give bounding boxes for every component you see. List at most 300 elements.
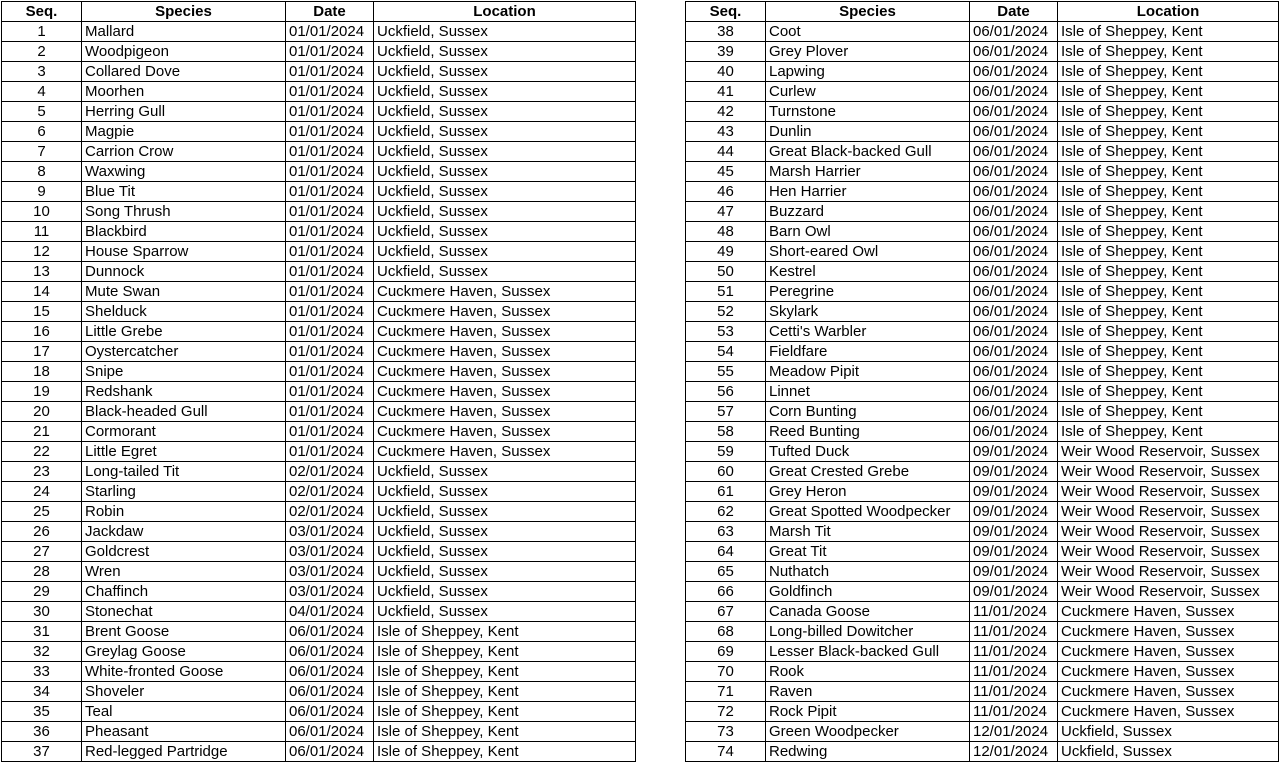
- cell-date: 12/01/2024: [970, 722, 1058, 742]
- cell-species: Marsh Tit: [766, 522, 970, 542]
- cell-location: Weir Wood Reservoir, Sussex: [1058, 462, 1279, 482]
- cell-species: Linnet: [766, 382, 970, 402]
- cell-species: Kestrel: [766, 262, 970, 282]
- cell-location: Uckfield, Sussex: [374, 562, 636, 582]
- table-row: [2, 282, 636, 302]
- cell-location: Cuckmere Haven, Sussex: [374, 302, 636, 322]
- table-row: [2, 222, 636, 242]
- cell-date: 09/01/2024: [970, 502, 1058, 522]
- cell-seq: 23: [2, 462, 82, 482]
- cell-species: Barn Owl: [766, 222, 970, 242]
- cell-species: Greylag Goose: [82, 642, 286, 662]
- table-row: [686, 462, 1279, 482]
- cell-species: Teal: [82, 702, 286, 722]
- table-row: [686, 542, 1279, 562]
- cell-species: Tufted Duck: [766, 442, 970, 462]
- table-row: [686, 622, 1279, 642]
- table-row: [686, 42, 1279, 62]
- table-row: [2, 322, 636, 342]
- cell-species: Grey Plover: [766, 42, 970, 62]
- table-row: [2, 702, 636, 722]
- table-row: [686, 562, 1279, 582]
- cell-species: Magpie: [82, 122, 286, 142]
- cell-seq: 50: [686, 262, 766, 282]
- cell-location: Isle of Sheppey, Kent: [374, 622, 636, 642]
- cell-location: Isle of Sheppey, Kent: [1058, 82, 1279, 102]
- cell-date: 06/01/2024: [970, 382, 1058, 402]
- header-date: Date: [286, 2, 374, 22]
- table-row: [686, 442, 1279, 462]
- table-row: [2, 622, 636, 642]
- cell-seq: 27: [2, 542, 82, 562]
- cell-location: Isle of Sheppey, Kent: [374, 642, 636, 662]
- cell-species: Oystercatcher: [82, 342, 286, 362]
- table-row: [686, 102, 1279, 122]
- cell-seq: 64: [686, 542, 766, 562]
- table-row: [686, 122, 1279, 142]
- cell-date: 06/01/2024: [970, 142, 1058, 162]
- cell-location: Uckfield, Sussex: [374, 182, 636, 202]
- cell-date: 01/01/2024: [286, 282, 374, 302]
- cell-species: Buzzard: [766, 202, 970, 222]
- table-row: [2, 682, 636, 702]
- table-row: [2, 742, 636, 762]
- cell-date: 01/01/2024: [286, 362, 374, 382]
- cell-seq: 71: [686, 682, 766, 702]
- cell-seq: 9: [2, 182, 82, 202]
- table-row: [2, 302, 636, 322]
- cell-date: 01/01/2024: [286, 142, 374, 162]
- cell-location: Uckfield, Sussex: [374, 502, 636, 522]
- table-row: [2, 102, 636, 122]
- cell-location: Cuckmere Haven, Sussex: [374, 322, 636, 342]
- cell-species: Carrion Crow: [82, 142, 286, 162]
- cell-date: 11/01/2024: [970, 602, 1058, 622]
- cell-date: 06/01/2024: [970, 162, 1058, 182]
- cell-location: Cuckmere Haven, Sussex: [1058, 602, 1279, 622]
- table-row: [686, 182, 1279, 202]
- cell-date: 01/01/2024: [286, 402, 374, 422]
- cell-species: Red-legged Partridge: [82, 742, 286, 762]
- cell-date: 02/01/2024: [286, 502, 374, 522]
- cell-species: Long-billed Dowitcher: [766, 622, 970, 642]
- cell-date: 06/01/2024: [286, 742, 374, 762]
- cell-species: Wren: [82, 562, 286, 582]
- cell-date: 01/01/2024: [286, 42, 374, 62]
- header-location: Location: [1058, 2, 1279, 22]
- table-row: [2, 522, 636, 542]
- cell-species: Snipe: [82, 362, 286, 382]
- cell-seq: 57: [686, 402, 766, 422]
- cell-seq: 6: [2, 122, 82, 142]
- table-row: [2, 82, 636, 102]
- cell-species: Chaffinch: [82, 582, 286, 602]
- cell-location: Isle of Sheppey, Kent: [1058, 202, 1279, 222]
- cell-seq: 10: [2, 202, 82, 222]
- cell-location: Cuckmere Haven, Sussex: [1058, 642, 1279, 662]
- cell-species: House Sparrow: [82, 242, 286, 262]
- cell-location: Isle of Sheppey, Kent: [1058, 162, 1279, 182]
- cell-date: 06/01/2024: [286, 622, 374, 642]
- cell-location: Isle of Sheppey, Kent: [1058, 422, 1279, 442]
- cell-location: Uckfield, Sussex: [374, 42, 636, 62]
- table-row: [2, 642, 636, 662]
- table-row: [2, 202, 636, 222]
- cell-species: Nuthatch: [766, 562, 970, 582]
- cell-date: 06/01/2024: [970, 422, 1058, 442]
- cell-location: Weir Wood Reservoir, Sussex: [1058, 582, 1279, 602]
- cell-species: Goldfinch: [766, 582, 970, 602]
- cell-location: Isle of Sheppey, Kent: [1058, 302, 1279, 322]
- cell-date: 09/01/2024: [970, 482, 1058, 502]
- cell-seq: 59: [686, 442, 766, 462]
- cell-species: Canada Goose: [766, 602, 970, 622]
- cell-date: 03/01/2024: [286, 542, 374, 562]
- cell-seq: 18: [2, 362, 82, 382]
- cell-location: Cuckmere Haven, Sussex: [1058, 662, 1279, 682]
- table-row: [686, 502, 1279, 522]
- cell-date: 11/01/2024: [970, 702, 1058, 722]
- cell-date: 01/01/2024: [286, 262, 374, 282]
- cell-seq: 42: [686, 102, 766, 122]
- table-row: [686, 642, 1279, 662]
- cell-date: 06/01/2024: [286, 702, 374, 722]
- cell-species: Moorhen: [82, 82, 286, 102]
- cell-date: 01/01/2024: [286, 442, 374, 462]
- cell-location: Uckfield, Sussex: [374, 62, 636, 82]
- cell-date: 02/01/2024: [286, 482, 374, 502]
- cell-seq: 30: [2, 602, 82, 622]
- cell-date: 06/01/2024: [970, 102, 1058, 122]
- cell-species: Meadow Pipit: [766, 362, 970, 382]
- table-row: [686, 302, 1279, 322]
- cell-species: Woodpigeon: [82, 42, 286, 62]
- cell-seq: 56: [686, 382, 766, 402]
- cell-species: Pheasant: [82, 722, 286, 742]
- cell-seq: 4: [2, 82, 82, 102]
- cell-date: 01/01/2024: [286, 322, 374, 342]
- table-row: [686, 602, 1279, 622]
- table-row: [686, 162, 1279, 182]
- cell-date: 06/01/2024: [970, 242, 1058, 262]
- cell-species: Lesser Black-backed Gull: [766, 642, 970, 662]
- cell-species: Stonechat: [82, 602, 286, 622]
- cell-species: Great Spotted Woodpecker: [766, 502, 970, 522]
- cell-date: 06/01/2024: [970, 82, 1058, 102]
- cell-date: 09/01/2024: [970, 582, 1058, 602]
- cell-location: Weir Wood Reservoir, Sussex: [1058, 522, 1279, 542]
- bird-list-table-right: [685, 1, 1279, 762]
- cell-date: 11/01/2024: [970, 662, 1058, 682]
- cell-date: 06/01/2024: [970, 342, 1058, 362]
- cell-location: Uckfield, Sussex: [374, 262, 636, 282]
- cell-date: 02/01/2024: [286, 462, 374, 482]
- cell-date: 01/01/2024: [286, 22, 374, 42]
- table-row: [2, 342, 636, 362]
- cell-species: Goldcrest: [82, 542, 286, 562]
- cell-location: Cuckmere Haven, Sussex: [374, 282, 636, 302]
- table-row: [2, 482, 636, 502]
- cell-seq: 62: [686, 502, 766, 522]
- header-seq: Seq.: [686, 2, 766, 22]
- cell-location: Isle of Sheppey, Kent: [374, 702, 636, 722]
- cell-species: Great Black-backed Gull: [766, 142, 970, 162]
- cell-species: Herring Gull: [82, 102, 286, 122]
- table-row: [686, 22, 1279, 42]
- cell-date: 06/01/2024: [970, 322, 1058, 342]
- cell-date: 06/01/2024: [970, 62, 1058, 82]
- cell-species: Dunlin: [766, 122, 970, 142]
- cell-species: Waxwing: [82, 162, 286, 182]
- header-location: Location: [374, 2, 636, 22]
- cell-seq: 31: [2, 622, 82, 642]
- header-date: Date: [970, 2, 1058, 22]
- cell-seq: 8: [2, 162, 82, 182]
- cell-location: Isle of Sheppey, Kent: [374, 742, 636, 762]
- cell-seq: 45: [686, 162, 766, 182]
- cell-location: Isle of Sheppey, Kent: [374, 662, 636, 682]
- cell-date: 06/01/2024: [970, 42, 1058, 62]
- cell-date: 01/01/2024: [286, 202, 374, 222]
- cell-date: 01/01/2024: [286, 82, 374, 102]
- cell-date: 11/01/2024: [970, 622, 1058, 642]
- cell-location: Isle of Sheppey, Kent: [1058, 342, 1279, 362]
- cell-location: Isle of Sheppey, Kent: [374, 722, 636, 742]
- cell-seq: 5: [2, 102, 82, 122]
- cell-species: Starling: [82, 482, 286, 502]
- cell-date: 06/01/2024: [286, 642, 374, 662]
- cell-location: Uckfield, Sussex: [374, 142, 636, 162]
- cell-date: 06/01/2024: [970, 302, 1058, 322]
- cell-location: Cuckmere Haven, Sussex: [374, 342, 636, 362]
- cell-species: Skylark: [766, 302, 970, 322]
- cell-location: Uckfield, Sussex: [374, 102, 636, 122]
- cell-species: Song Thrush: [82, 202, 286, 222]
- cell-seq: 35: [2, 702, 82, 722]
- header-species: Species: [82, 2, 286, 22]
- cell-location: Cuckmere Haven, Sussex: [1058, 622, 1279, 642]
- table-row: [2, 162, 636, 182]
- cell-location: Cuckmere Haven, Sussex: [374, 362, 636, 382]
- cell-seq: 13: [2, 262, 82, 282]
- table-row: [686, 662, 1279, 682]
- cell-species: Shoveler: [82, 682, 286, 702]
- cell-species: Marsh Harrier: [766, 162, 970, 182]
- table-row: [686, 722, 1279, 742]
- cell-seq: 53: [686, 322, 766, 342]
- cell-date: 01/01/2024: [286, 162, 374, 182]
- table-row: [2, 362, 636, 382]
- table-row: [686, 362, 1279, 382]
- cell-seq: 11: [2, 222, 82, 242]
- cell-species: Robin: [82, 502, 286, 522]
- table-row: [686, 382, 1279, 402]
- cell-species: Blackbird: [82, 222, 286, 242]
- cell-species: Corn Bunting: [766, 402, 970, 422]
- cell-seq: 65: [686, 562, 766, 582]
- cell-location: Weir Wood Reservoir, Sussex: [1058, 442, 1279, 462]
- cell-species: Great Crested Grebe: [766, 462, 970, 482]
- table-row: [686, 242, 1279, 262]
- cell-seq: 55: [686, 362, 766, 382]
- cell-location: Uckfield, Sussex: [374, 202, 636, 222]
- table-row: [2, 142, 636, 162]
- cell-location: Isle of Sheppey, Kent: [1058, 102, 1279, 122]
- cell-location: Uckfield, Sussex: [374, 162, 636, 182]
- cell-location: Uckfield, Sussex: [374, 242, 636, 262]
- cell-location: Uckfield, Sussex: [374, 222, 636, 242]
- cell-species: Little Grebe: [82, 322, 286, 342]
- table-row: [686, 202, 1279, 222]
- cell-species: Blue Tit: [82, 182, 286, 202]
- cell-species: Brent Goose: [82, 622, 286, 642]
- cell-date: 01/01/2024: [286, 222, 374, 242]
- cell-species: Little Egret: [82, 442, 286, 462]
- cell-date: 01/01/2024: [286, 242, 374, 262]
- cell-species: Jackdaw: [82, 522, 286, 542]
- cell-location: Isle of Sheppey, Kent: [1058, 282, 1279, 302]
- cell-seq: 37: [2, 742, 82, 762]
- cell-seq: 17: [2, 342, 82, 362]
- cell-date: 01/01/2024: [286, 302, 374, 322]
- header-row: [686, 2, 1279, 22]
- cell-seq: 47: [686, 202, 766, 222]
- table-row: [2, 662, 636, 682]
- cell-location: Isle of Sheppey, Kent: [1058, 242, 1279, 262]
- table-row: [686, 402, 1279, 422]
- cell-seq: 12: [2, 242, 82, 262]
- table-row: [686, 422, 1279, 442]
- table-row: [2, 242, 636, 262]
- cell-species: Cormorant: [82, 422, 286, 442]
- table-row: [2, 22, 636, 42]
- cell-species: Shelduck: [82, 302, 286, 322]
- cell-species: Hen Harrier: [766, 182, 970, 202]
- cell-seq: 51: [686, 282, 766, 302]
- cell-location: Isle of Sheppey, Kent: [1058, 382, 1279, 402]
- table-row: [2, 502, 636, 522]
- cell-species: Coot: [766, 22, 970, 42]
- cell-location: Isle of Sheppey, Kent: [1058, 122, 1279, 142]
- cell-seq: 3: [2, 62, 82, 82]
- table-row: [686, 742, 1279, 762]
- cell-date: 06/01/2024: [286, 682, 374, 702]
- cell-species: Great Tit: [766, 542, 970, 562]
- cell-date: 04/01/2024: [286, 602, 374, 622]
- cell-location: Weir Wood Reservoir, Sussex: [1058, 542, 1279, 562]
- table-row: [686, 482, 1279, 502]
- cell-date: 01/01/2024: [286, 102, 374, 122]
- cell-seq: 49: [686, 242, 766, 262]
- cell-date: 03/01/2024: [286, 582, 374, 602]
- cell-date: 11/01/2024: [970, 682, 1058, 702]
- table-row: [686, 582, 1279, 602]
- table-row: [686, 282, 1279, 302]
- cell-location: Isle of Sheppey, Kent: [1058, 402, 1279, 422]
- cell-seq: 48: [686, 222, 766, 242]
- cell-species: Reed Bunting: [766, 422, 970, 442]
- cell-seq: 25: [2, 502, 82, 522]
- cell-location: Uckfield, Sussex: [374, 582, 636, 602]
- cell-date: 09/01/2024: [970, 562, 1058, 582]
- cell-location: Cuckmere Haven, Sussex: [374, 402, 636, 422]
- cell-seq: 69: [686, 642, 766, 662]
- cell-seq: 52: [686, 302, 766, 322]
- cell-date: 09/01/2024: [970, 542, 1058, 562]
- table-row: [2, 562, 636, 582]
- cell-seq: 43: [686, 122, 766, 142]
- cell-species: Turnstone: [766, 102, 970, 122]
- cell-location: Uckfield, Sussex: [374, 22, 636, 42]
- cell-date: 06/01/2024: [970, 222, 1058, 242]
- cell-seq: 34: [2, 682, 82, 702]
- cell-location: Cuckmere Haven, Sussex: [374, 442, 636, 462]
- cell-seq: 54: [686, 342, 766, 362]
- cell-species: Raven: [766, 682, 970, 702]
- table-row: [2, 722, 636, 742]
- cell-date: 06/01/2024: [970, 282, 1058, 302]
- cell-seq: 2: [2, 42, 82, 62]
- cell-seq: 72: [686, 702, 766, 722]
- cell-date: 01/01/2024: [286, 122, 374, 142]
- cell-species: Rook: [766, 662, 970, 682]
- cell-location: Isle of Sheppey, Kent: [1058, 22, 1279, 42]
- cell-location: Cuckmere Haven, Sussex: [374, 422, 636, 442]
- cell-species: Cetti's Warbler: [766, 322, 970, 342]
- table-row: [2, 262, 636, 282]
- table-row: [686, 222, 1279, 242]
- cell-seq: 21: [2, 422, 82, 442]
- cell-date: 06/01/2024: [286, 662, 374, 682]
- cell-species: Peregrine: [766, 282, 970, 302]
- cell-date: 01/01/2024: [286, 422, 374, 442]
- cell-date: 01/01/2024: [286, 182, 374, 202]
- cell-location: Isle of Sheppey, Kent: [1058, 182, 1279, 202]
- cell-seq: 28: [2, 562, 82, 582]
- table-row: [686, 702, 1279, 722]
- cell-seq: 73: [686, 722, 766, 742]
- cell-seq: 36: [2, 722, 82, 742]
- cell-location: Cuckmere Haven, Sussex: [374, 382, 636, 402]
- cell-date: 01/01/2024: [286, 62, 374, 82]
- cell-species: Rock Pipit: [766, 702, 970, 722]
- cell-species: Curlew: [766, 82, 970, 102]
- table-row: [686, 682, 1279, 702]
- cell-seq: 41: [686, 82, 766, 102]
- cell-seq: 46: [686, 182, 766, 202]
- cell-location: Isle of Sheppey, Kent: [1058, 322, 1279, 342]
- cell-species: Black-headed Gull: [82, 402, 286, 422]
- cell-location: Isle of Sheppey, Kent: [1058, 362, 1279, 382]
- cell-seq: 33: [2, 662, 82, 682]
- cell-location: Isle of Sheppey, Kent: [1058, 142, 1279, 162]
- cell-seq: 29: [2, 582, 82, 602]
- cell-seq: 16: [2, 322, 82, 342]
- table-row: [686, 522, 1279, 542]
- cell-seq: 15: [2, 302, 82, 322]
- header-species: Species: [766, 2, 970, 22]
- cell-date: 09/01/2024: [970, 462, 1058, 482]
- cell-seq: 26: [2, 522, 82, 542]
- cell-location: Uckfield, Sussex: [374, 522, 636, 542]
- cell-seq: 7: [2, 142, 82, 162]
- cell-seq: 19: [2, 382, 82, 402]
- table-row: [2, 542, 636, 562]
- cell-species: White-fronted Goose: [82, 662, 286, 682]
- header-seq: Seq.: [2, 2, 82, 22]
- cell-location: Uckfield, Sussex: [1058, 742, 1279, 762]
- cell-species: Grey Heron: [766, 482, 970, 502]
